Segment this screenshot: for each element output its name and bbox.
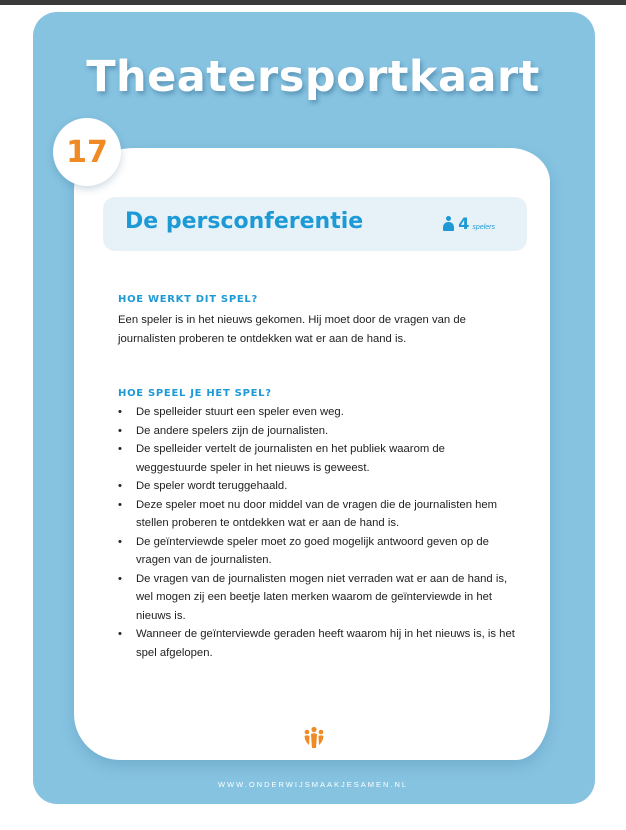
list-item: • De spelleider vertelt de journalisten en het publiek waarom de weggestuurde speler in het nieuws is geweest. [118, 440, 518, 477]
list-item: • De vragen van de journalisten mogen niet verraden wat er aan de hand is, wel mogen zij een beetje laten merken waarom de geïnterviewde in het nieuws is. [118, 570, 518, 626]
how-it-works-text: Een speler is in het nieuws gekomen. Hij moet door de vragen van de journalisten proberen te ontdekken wat er aan de hand is. [118, 314, 466, 345]
players-count: 4 [458, 214, 470, 233]
list-item: • De spelleider stuurt een speler even weg. [118, 403, 518, 422]
how-it-works-heading: HOE WERKT DIT SPEL? [118, 294, 258, 305]
players-info [443, 214, 495, 233]
people-logo-icon [302, 726, 326, 750]
steps-list [118, 403, 518, 662]
list-item: • De andere spelers zijn de journalisten. [118, 422, 518, 441]
list-item: • De geïnterviewde speler moet zo goed mogelijk antwoord geven op de vragen van de journalisten. [118, 533, 518, 570]
person-icon [443, 216, 454, 231]
game-header [103, 197, 527, 251]
players-label: spelers [472, 224, 495, 231]
website-footer: WWW.ONDERWIJSMAAKJESAMEN.NL [217, 780, 409, 789]
top-border [0, 0, 626, 5]
list-item: • Deze speler moet nu door middel van de vragen die de journalisten hem stellen proberen te ontdekken wat er aan de hand is. [118, 496, 518, 533]
card-number-badge: 17 [53, 118, 121, 186]
how-to-play-heading: HOE SPEEL JE HET SPEL? [118, 388, 272, 399]
card-title: Theatersportkaart [86, 52, 540, 102]
list-item: • Wanneer de geïnterviewde geraden heeft waarom hij in het nieuws is, is het spel afgelopen. [118, 625, 518, 662]
list-item: • De speler wordt teruggehaald. [118, 477, 518, 496]
game-title: De persconferentie [125, 209, 364, 234]
